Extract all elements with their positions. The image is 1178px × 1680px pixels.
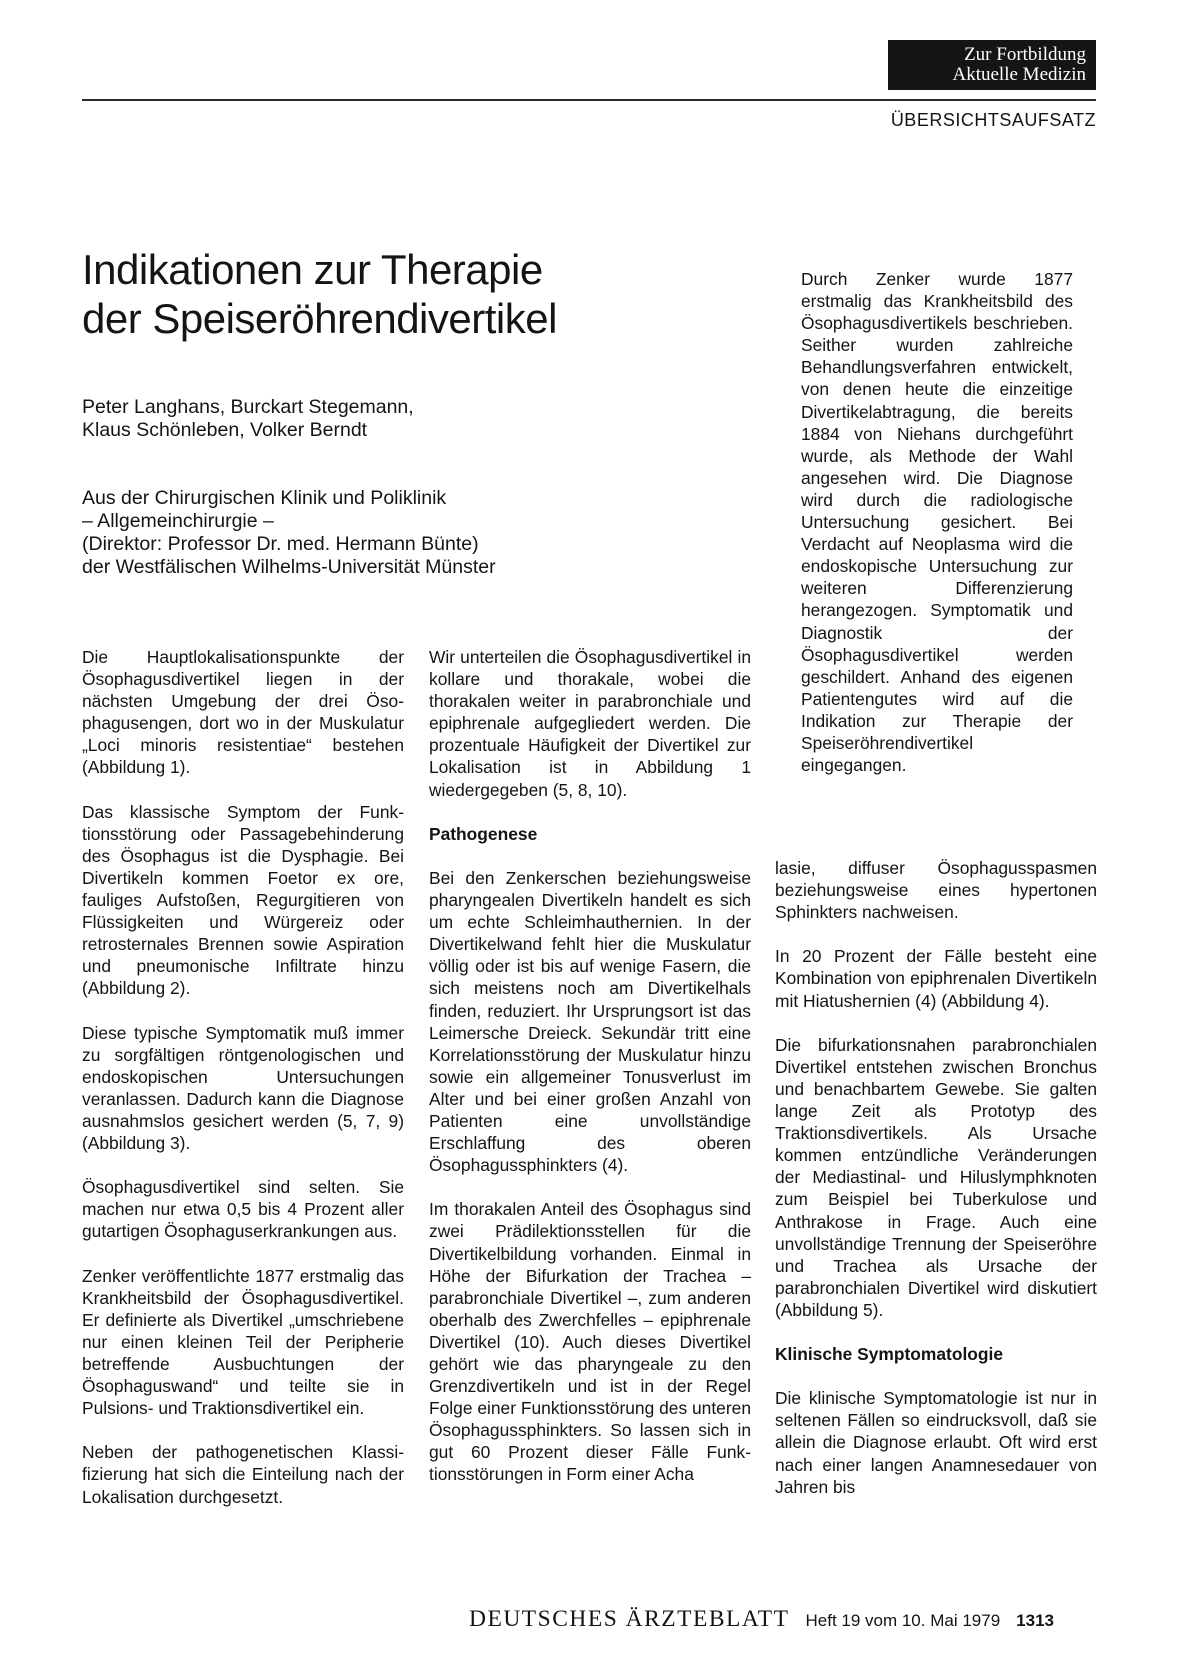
paragraph: Die Hauptlokalisationspunkte der Ösophagusdivertikel liegen in der nächsten Umgebung der drei Ösophagusengen, dort wo in der Muskulatur „Loci minoris resistentiae“ bestehen (Abbildung 1). xyxy=(82,647,404,778)
paragraph: Das klassische Symptom der Funktionsstörung oder Passagebehinderung des Ösophagus ist die Dysphagie. Bei Divertikeln kommen Foetor ex ore, fauliges Aufstoßen, Regurgitieren von Flüssigkeiten und Würgereiz oder retrosternales Brennen sowie Aspiration und pneumonische Infiltrate hinzu (Abbildung 2). xyxy=(82,801,404,999)
body-column-3 xyxy=(775,857,1097,1520)
section-badge xyxy=(888,40,1096,90)
title-line-2: der Speiseröhrendivertikel xyxy=(82,295,557,342)
paragraph: Die bifurkationsnahen parabronchialen Divertikel entstehen zwischen Bronchus und benachbartem Gewebe. Sie galten lange Zeit als Prototyp des Traktionsdivertikels. Als Ursache kommen entzündliche Veränderungen der Mediastinal- und Hiluslymphknoten zum Beispiel bei Tuberkulose und Anthrakose in Frage. Auch eine unvollständige Trennung der Speiseröhre und Trachea als Ursache der parabronchialen Divertikel wird diskutiert (Abbildung 5). xyxy=(775,1034,1097,1320)
paragraph: Wir unterteilen die Ösophagusdivertikel in kollare und thorakale, wobei die thorakalen weiter in parabronchiale und epiphrenale aufgegliedert werden. Die prozentuale Häufigkeit der Divertikel zur Lokalisation ist in Abbildung 1 wiedergegeben (5, 8, 10). xyxy=(429,647,751,800)
header-rule xyxy=(82,99,1096,101)
page-footer xyxy=(469,1606,1096,1633)
paragraph: lasie, diffuser Ösophagusspasmen beziehungsweise eines hypertonen Sphinkters nachweisen. xyxy=(775,858,1097,923)
paragraph: Zenker veröffentlichte 1877 erstmalig das Krankheitsbild der Ösophagusdivertikel. Er definierte als Divertikel „umschriebene nur einen kleinen Teil der Peripherie betreffende Ausbuchtungen der Ösophaguswand“ und teilte sie in Pulsions- und Traktionsdivertikel ein. xyxy=(82,1265,404,1419)
authors-line-2: Klaus Schönleben, Volker Berndt xyxy=(82,419,368,441)
paragraph: Neben der pathogenetischen Klassifizierung hat sich die Einteilung nach der Lokalisation durchgesetzt. xyxy=(82,1442,404,1507)
affiliation-line-2: – Allgemeinchirurgie – xyxy=(82,510,274,532)
paragraph: Die klinische Symptomatologie ist nur in seltenen Fällen so eindrucksvoll, daß sie allein die Diagnose erlaubt. Oft wird erst nach einer langen Anamnesedauer von Jahren bis xyxy=(775,1388,1097,1497)
paragraph: In 20 Prozent der Fälle besteht eine Kombination von epiphrenalen Divertikeln mit Hiatushernien (4) (Abbildung 4). xyxy=(775,946,1097,1011)
affiliation-line-3: (Direktor: Professor Dr. med. Hermann Bünte) xyxy=(82,533,479,555)
abstract-paragraph: Durch Zenker wurde 1877 erstmalig das Krankheitsbild des Ösophagusdivertikels beschrieben. Seither wurden zahlreiche Behandlungsverfahren entwickelt, von denen heute die einzeitige Divertikelabtragung, die bereits 1884 von Niehans durchgeführt wurde, als Methode der Wahl angesehen wird. Die Diagnose wird durch die radiologische Untersuchung gesichert. Bei Verdacht auf Neoplasma wird die endoskopische Untersuchung zur weiteren Differenzierung herangezogen. Symptomatik und Diagnostik der Ösophagusdivertikel werden geschildert. Anhand des eigenen Patientengutes wird auf die Indikation zur Therapie der Speiseröhrendivertikel eingegangen. xyxy=(801,269,1073,776)
article-type-label: ÜBERSICHTSAUFSATZ xyxy=(890,110,1096,130)
section-heading-pathogenese: Pathogenese xyxy=(429,823,538,844)
page-number: 1313 xyxy=(1016,1611,1054,1630)
paragraph: Bei den Zenkerschen beziehungsweise pharyngealen Divertikeln handelt es sich um echte Schleimhauthernien. In der Divertikelwand fehlt hier die Muskulatur völlig oder ist bis auf wenige Fasern, die sich meistens noch am Divertikelhals finden, reduziert. Ihr Ursprungsort ist das Leimersche Dreieck. Sekundär tritt eine Korrelationsstörung der Muskulatur hinzu sowie ein allgemeiner Tonusverlust im Alter und bei einer großen Anzahl von Patienten eine unvollständige Erschlaffung des oberen Ösophagussphinkters (4). xyxy=(429,867,751,1176)
paragraph: Diese typische Symptomatik muß immer zu sorgfältigen röntgenologischen und endoskopischen Untersuchungen veranlassen. Dadurch kann die Diagnose ausnahmslos gesichert werden (5, 7, 9) (Abbildung 3). xyxy=(82,1022,404,1154)
abstract-column xyxy=(801,268,1073,798)
journal-name: DEUTSCHES ÄRZTEBLATT xyxy=(469,1606,790,1632)
author-list xyxy=(82,396,414,442)
badge-line-2: Aktuelle Medizin xyxy=(952,64,1086,85)
section-heading-klinische-symptomatologie: Klinische Symptomatologie xyxy=(775,1344,1004,1365)
paragraph: Ösophagusdivertikel sind selten. Sie machen nur etwa 0,5 bis 4 Prozent aller gutartigen Ösophaguserkrankungen aus. xyxy=(82,1177,404,1242)
body-column-1 xyxy=(82,646,404,1530)
body-column-2 xyxy=(429,646,751,1508)
issue-info: Heft 19 vom 10. Mai 1979 xyxy=(805,1611,1001,1630)
paragraph: Im thorakalen Anteil des Ösophagus sind zwei Prädilektionsstellen für die Divertikelbildung vorhanden. Einmal in Höhe der Bifurkation der Trachea – parabronchiale Divertikel –, zum anderen oberhalb des Zwerchfelles – epiphrenale Divertikel (10). Auch dieses Divertikel gehört wie das pharyngeale zu den Grenzdivertikeln und ist in der Regel Folge einer Funktionsstörung des unteren Ösophagussphinkters. So lassen sich in gut 60 Prozent dieser Fälle Funktionsstörungen in Form einer Acha xyxy=(429,1199,751,1485)
affiliation-line-4: der Westfälischen Wilhelms-Universität Münster xyxy=(82,556,496,578)
badge-line-1: Zur Fortbildung xyxy=(964,44,1086,65)
article-title xyxy=(82,245,557,343)
authors-line-1: Peter Langhans, Burckart Stegemann, xyxy=(82,396,414,418)
title-line-1: Indikationen zur Therapie xyxy=(82,246,543,293)
affiliation-line-1: Aus der Chirurgischen Klinik und Poliklinik xyxy=(82,487,447,509)
affiliation xyxy=(82,487,496,579)
